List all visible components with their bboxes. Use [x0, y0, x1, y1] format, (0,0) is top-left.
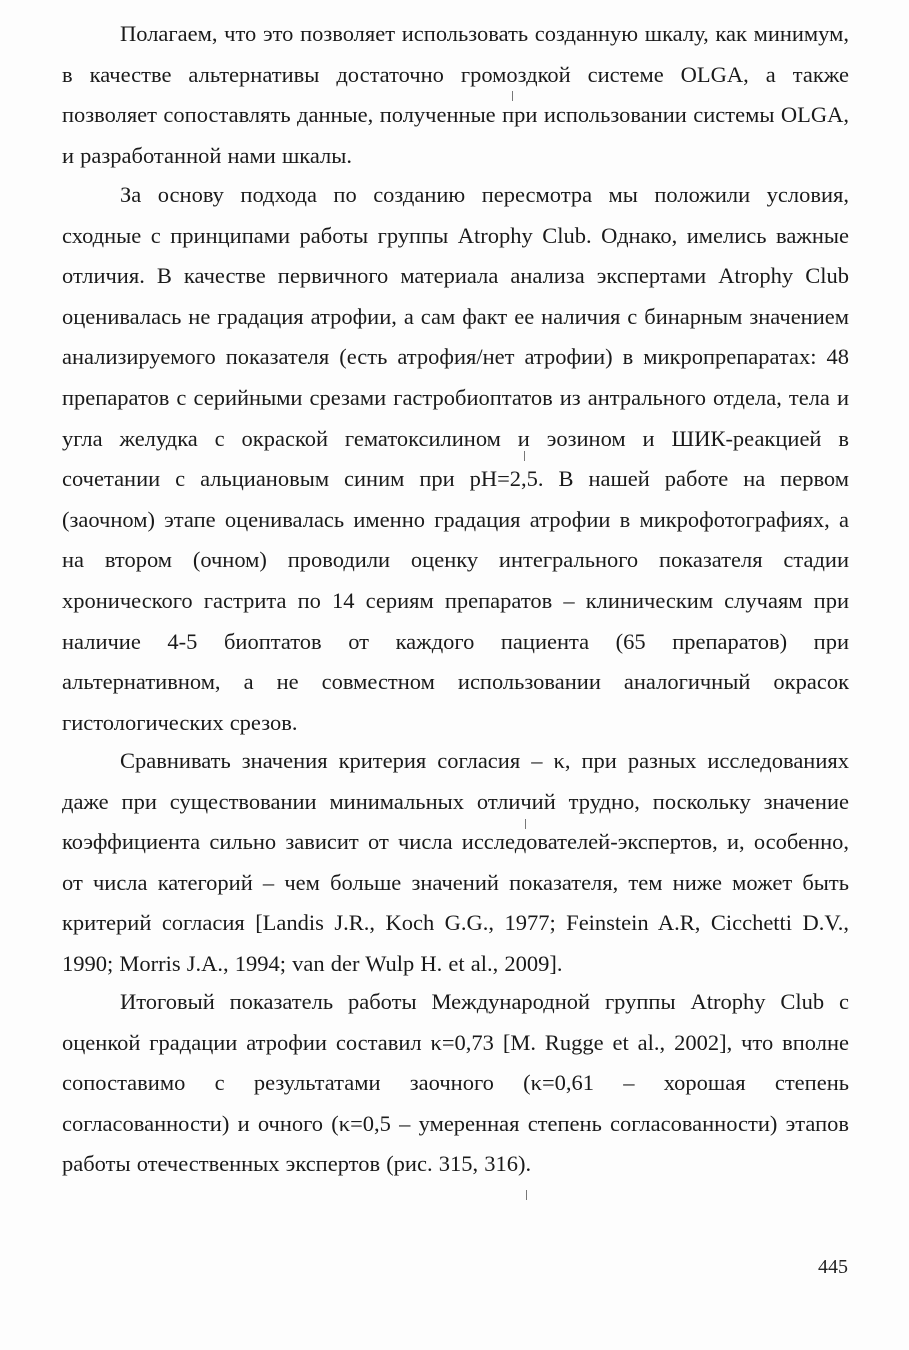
page-number: 445	[818, 1256, 848, 1278]
paragraph-atrophy-club-method	[62, 175, 849, 743]
scan-artifact-mark	[512, 91, 513, 101]
paragraph-text: Полагаем, что это позволяет использовать созданную шкалу, как минимум, в качестве альтернативы достаточно громоздкой системе OLGA, а также позволяет сопоставлять данные, полученные при использовании системы OLGA, и разработанной нами шкалы.	[62, 21, 849, 168]
paragraph-kappa-comparison	[62, 741, 849, 985]
paragraph-text: Сравнивать значения критерия согласия – κ, при разных исследованиях даже при существовании минимальных отличий трудно, поскольку значение коэффициента сильно зависит от числа исследователей-экспертов, и, особенно, от числа категорий – чем больше значений показателя, тем ниже может быть критерий согласия [Landis J.R., Koch G.G., 1977; Feinstein A.R, Cicchetti D.V., 1990; Morris J.A., 1994; van der Wulp H. et al., 2009].	[62, 748, 849, 976]
scan-artifact-mark	[525, 819, 526, 829]
paragraph-final-kappa	[62, 982, 849, 1185]
paragraph-text: За основу подхода по созданию пересмотра мы положили условия, сходные с принципами работы группы Atrophy Club. Однако, имелись важные отличия. В качестве первичного материала анализа экспертами Atrophy Club оценивалась не градация атрофии, а сам факт ее наличия с бинарным значением анализируемого показателя (есть атрофия/нет атрофии) в микропрепаратах: 48 препаратов с серийными срезами гастробиоптатов из антрального отдела, тела и угла желудка с окраской гематоксилином и эозином и ШИК-реакцией в сочетании с альциановым синим при pH=2,5. В нашей работе на первом (заочном) этапе оценивалась именно градация атрофии в микрофотографиях, а на втором (очном) проводили оценку интегрального показателя стадии хронического гастрита по 14 сериям препаратов – клиническим случаям при наличие 4-5 биоптатов от каждого пациента (65 препаратов) при альтернативном, а не совместном использовании аналогичный окрасок гистологических срезов.	[62, 182, 849, 735]
scan-artifact-mark	[524, 451, 525, 461]
scan-artifact-mark	[526, 1190, 527, 1200]
paragraph-text: Итоговый показатель работы Международной группы Atrophy Club с оценкой градации атрофии составил κ=0,73 [M. Rugge et al., 2002], что вполне сопоставимо с результатами заочного (κ=0,61 – хорошая степень согласованности) и очного (κ=0,5 – умеренная степень согласованности) этапов работы отечественных экспертов (рис. 315, 316).	[62, 989, 849, 1177]
paragraph-olga-scale	[62, 14, 849, 176]
